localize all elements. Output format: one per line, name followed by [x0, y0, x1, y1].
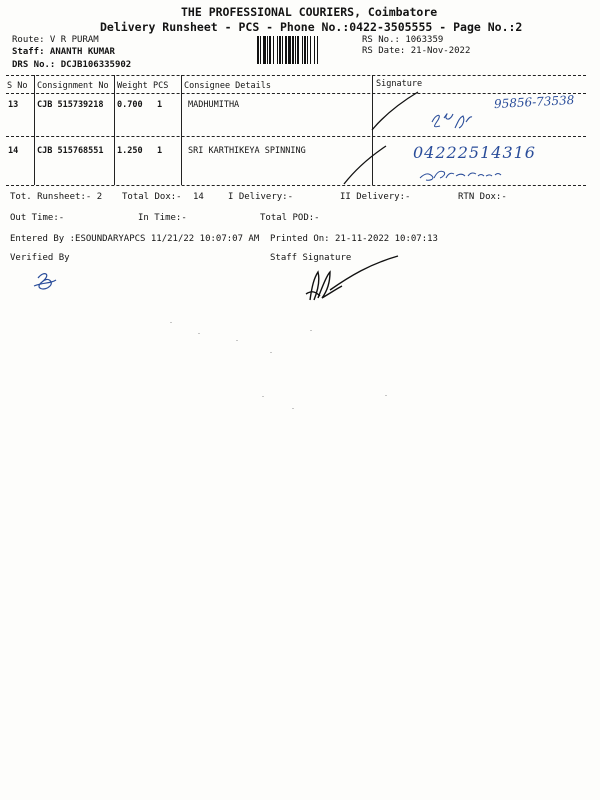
rtn-dox: RTN Dox:- [458, 192, 507, 202]
staff-text: Staff: ANANTH KUMAR [12, 47, 115, 57]
signature-staff [300, 250, 420, 310]
row-weight: 1.250 [117, 146, 143, 156]
tot-runsheet: Tot. Runsheet:- 2 [10, 192, 103, 202]
company-title: THE PROFESSIONAL COURIERS, Coimbatore [181, 5, 438, 19]
runsheet-subtitle: Delivery Runsheet - PCS - Phone No.:0422-3505555 - Page No.:2 [100, 20, 523, 34]
scan-speck [198, 333, 200, 334]
out-time: Out Time:- [10, 213, 65, 223]
entered-by: Entered By :ESOUNDARYAPCS 11/21/22 10:07:07 AM [10, 234, 260, 244]
scan-speck [170, 322, 172, 323]
row-consignment-no: CJB 515739218 [37, 100, 104, 110]
rs-date: RS Date: 21-Nov-2022 [362, 46, 471, 56]
col-header-pcs: PCS [153, 81, 169, 91]
scan-speck [292, 408, 294, 409]
col-header-weight: Weight [117, 81, 148, 91]
row-pcs: 1 [157, 100, 163, 110]
row-weight: 0.700 [117, 100, 143, 110]
row-consignee: MADHUMITHA [188, 100, 240, 110]
handwritten-phone-row14: 04222514316 [413, 143, 536, 162]
scan-speck [385, 395, 387, 396]
printed-on: Printed On: 21-11-2022 10:07:13 [270, 234, 438, 244]
row-consignment-no: CJB 515768551 [37, 146, 104, 156]
in-time: In Time:- [138, 213, 187, 223]
rs-number: RS No.: 1063359 [362, 35, 444, 45]
row-pcs: 1 [157, 146, 163, 156]
signature-verified [30, 266, 70, 296]
row-consignee: SRI KARTHIKEYA SPINNING [188, 146, 306, 156]
col-header-consignee: Consignee Details [184, 81, 271, 91]
row-sno: 13 [8, 100, 19, 110]
scan-speck [236, 340, 238, 341]
row-sno: 14 [8, 146, 19, 156]
staff-signature-label: Staff Signature [270, 253, 352, 263]
verified-by-label: Verified By [10, 253, 70, 263]
i-delivery: I Delivery:- [228, 192, 294, 202]
ii-delivery: II Delivery:- [340, 192, 411, 202]
total-dox-value: 14 [193, 192, 204, 202]
route-text: Route: V R PURAM [12, 35, 99, 45]
scan-speck [270, 352, 272, 353]
scan-speck [262, 396, 264, 397]
col-header-consignment: Consignment No [37, 81, 109, 91]
total-dox-label: Total Dox:- [122, 192, 182, 202]
col-header-signature: Signature [376, 79, 423, 89]
handwritten-phone-row13: 95856-73538 [493, 92, 575, 112]
scan-speck [310, 330, 312, 331]
col-header-sno: S No [7, 81, 28, 91]
total-pod: Total POD:- [260, 213, 320, 223]
drs-number: DRS No.: DCJB106335902 [12, 60, 132, 70]
